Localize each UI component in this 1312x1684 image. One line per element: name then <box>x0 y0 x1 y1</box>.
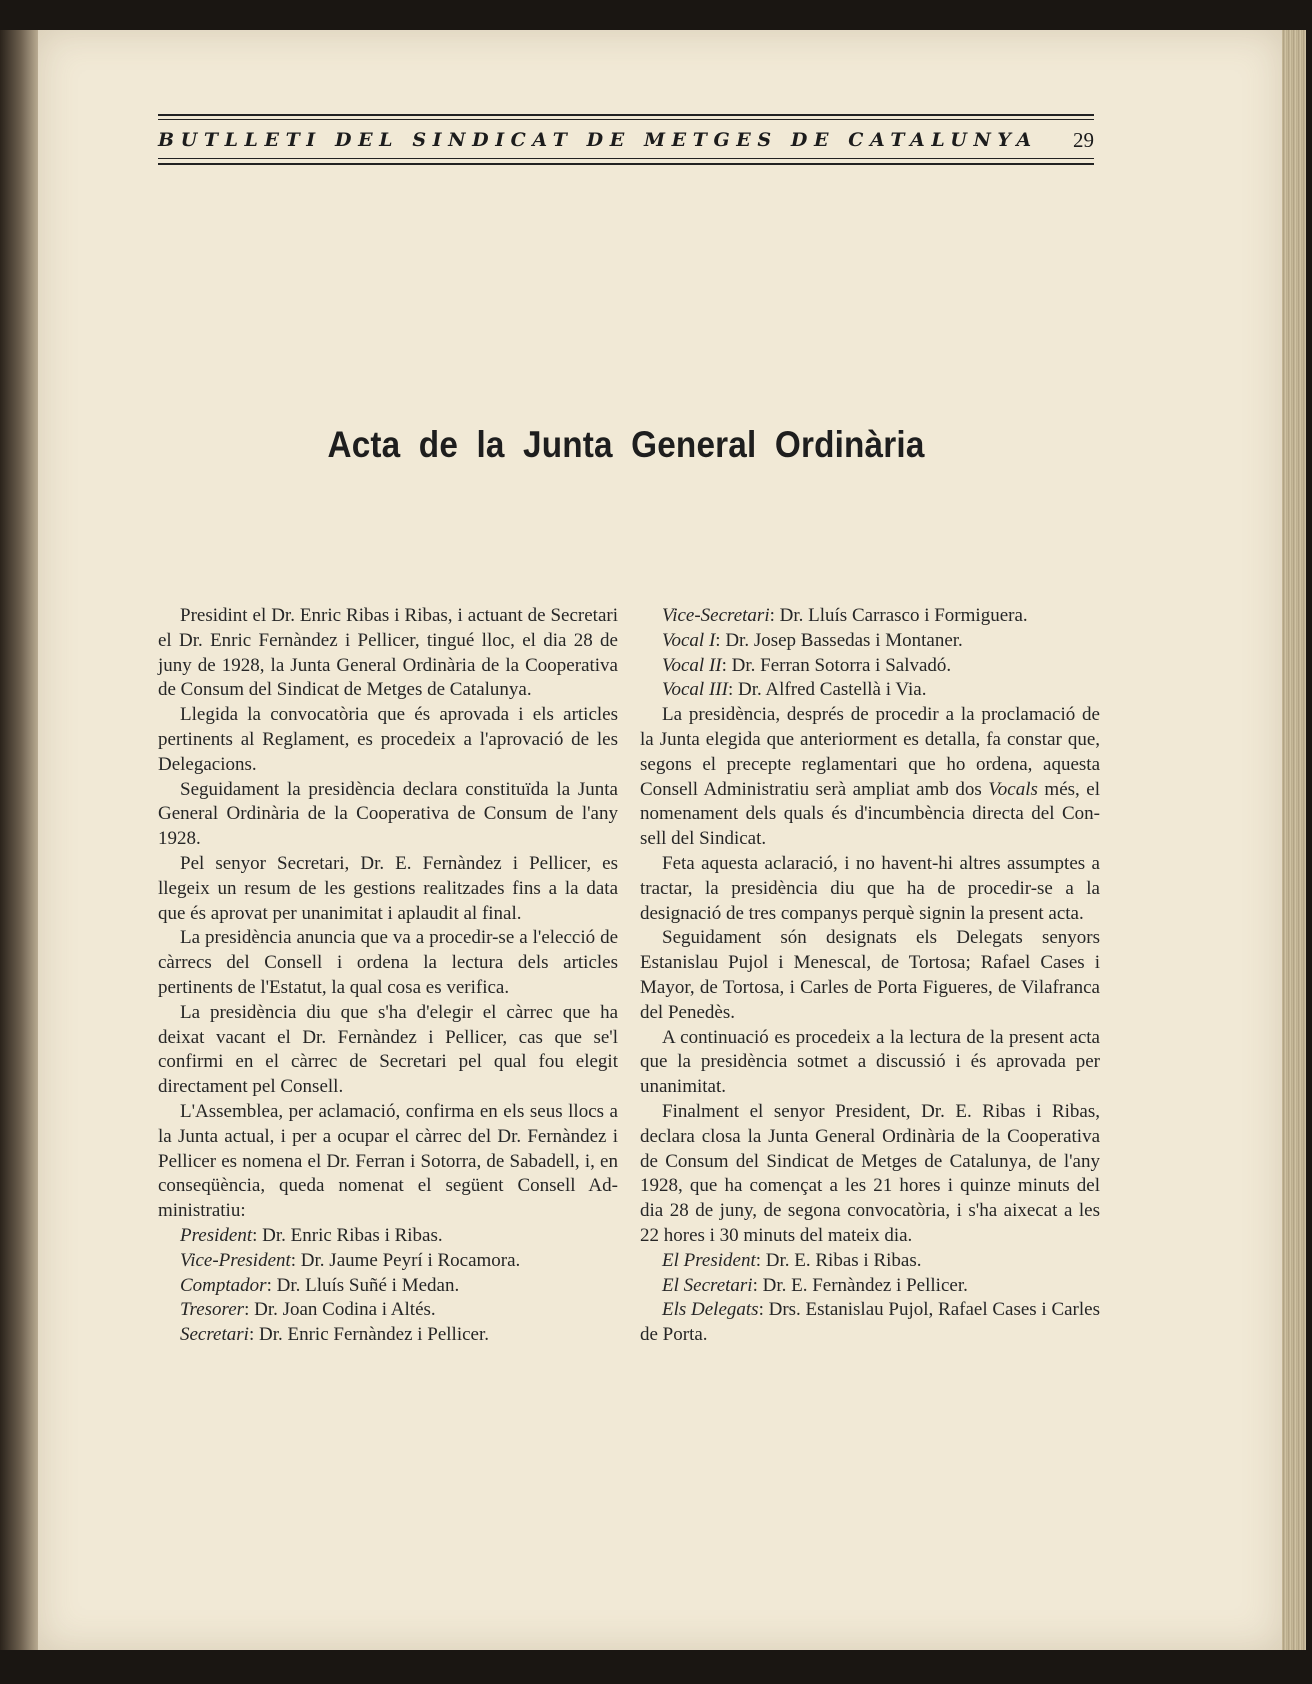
officer-role: Tresorer <box>180 1299 245 1321</box>
signature-role: El President <box>662 1249 756 1271</box>
paragraph <box>640 703 1100 852</box>
officer-entry <box>158 1274 618 1299</box>
officer-entry <box>158 1224 618 1249</box>
officer-name: : Dr. Alfred Castellà i Via. <box>727 679 927 701</box>
officer-entry <box>640 629 1100 654</box>
officer-role: Secretari <box>180 1324 249 1346</box>
paragraph: Seguidament la presidència declara constituïda la Junta General Ordinària de la Cooperativa de Consum de l'any 1928. <box>158 778 618 850</box>
signature-name: : Drs. Estanislau Pujol, Rafael Cases i Carles de Porta. <box>640 1299 1100 1346</box>
signature-name: : Dr. E. Ribas i Ribas. <box>755 1249 922 1271</box>
header-rule-top <box>158 114 1094 116</box>
signature-name: : Dr. E. Fernàndez i Pellicer. <box>752 1274 968 1296</box>
paragraph-text: més, el nomenament dels quals és d'incumbència directa del Consell del Sindicat. <box>640 778 1100 850</box>
paragraph: A continuació es procedeix a la lectura de la present acta que la presidència sotmet a discussió i és aprovada per unanimitat. <box>640 1026 1100 1098</box>
officer-name: : Dr. Joan Codina i Altés. <box>244 1299 436 1321</box>
running-header <box>158 110 1094 170</box>
journal-title: BUTLLETI DEL SINDICAT DE METGES DE CATALUNYA <box>158 129 1038 151</box>
paragraph: Finalment el senyor President, Dr. E. Ribas i Ribas, declara closa la Junta General Ordinària de la Cooperativa de Consum del Sindicat de Metges de Catalunya, de l'any 1928, que ha començat a les 21 hores i quinze minuts del dia 28 de juny, de segona convocatòria, i s'ha aixecat a les 22 hores i 30 minuts del mateix dia. <box>640 1100 1100 1246</box>
signature-entry <box>640 1249 1100 1274</box>
officer-name: : Dr. Enric Fernàndez i Pellicer. <box>248 1324 490 1346</box>
paragraph: Pel senyor Secretari, Dr. E. Fernàndez i Pellicer, es llegeix un resum de les gestions realitzades fins a la data que és aprovat per unanimitat i aplaudit al final. <box>158 852 618 924</box>
officer-name: : Dr. Enric Ribas i Ribas. <box>252 1224 443 1246</box>
paragraph: L'Assemblea, per aclamació, confirma en els seus llocs a la Junta actual, i per a ocupar el càrrec del Dr. Fernàndez i Pellicer es nomena el Dr. Ferran i Sotorra, de Sabadell, i, en conseqüència, queda nomenat el següent Consell Administratiu: <box>158 1100 618 1222</box>
header-rule-top-thin <box>158 119 1094 120</box>
officer-name: : Dr. Lluís Suñé i Medan. <box>266 1274 460 1296</box>
officer-entry <box>158 1249 618 1274</box>
officer-role: Vocal III <box>662 679 728 701</box>
right-column <box>640 604 1100 1348</box>
officer-entry <box>640 654 1100 679</box>
paragraph: Llegida la convocatòria que és aprovada i els articles pertinents al Reglament, es procedeix a l'aprovació de les Delegacions. <box>158 704 618 775</box>
page-number: 29 <box>1073 128 1094 152</box>
officer-role: Vice-President <box>180 1249 291 1271</box>
left-column <box>158 604 618 1348</box>
header-rule-bottom-thin <box>158 158 1094 159</box>
paragraph-text: La presidència, després de procedir a la proclamació de la Junta elegida que anteriorment es detalla, fa constar que, segons el precepte reglamentari que ho ordena, aquesta Consell Administratiu serà ampliat amb dos <box>640 704 1100 800</box>
officer-entry <box>640 604 1100 629</box>
signature-entry <box>640 1298 1100 1348</box>
signature-role: Els Delegats <box>662 1299 759 1321</box>
officer-role: Vice-Secretari <box>662 605 770 626</box>
paragraph: Feta aquesta aclaració, i no havent-hi altres assumptes a tractar, la presidència diu que ha de procedir-se a la designació de tres companys perquè signin la present acta. <box>640 852 1100 924</box>
officer-entry <box>158 1298 618 1323</box>
paragraph: Presidint el Dr. Enric Ribas i Ribas, i actuant de Secretari el Dr. Enric Fernàndez i Pellicer, tingué lloc, el dia 28 de juny de 1928, la Junta General Ordinària de la Cooperativa de Consum del Sindicat de Metges de Catalunya. <box>158 605 618 701</box>
paragraph: La presidència anuncia que va a procedir-se a l'elecció de càrrecs del Consell i ordena la lectura dels articles pertinents de l'Estatut, la qual cosa es verifica. <box>158 927 618 998</box>
binding-shadow <box>0 30 38 1650</box>
officer-role: Vocal I <box>662 629 716 651</box>
officer-name: : Dr. Josep Bassedas i Montaner. <box>715 629 963 651</box>
officer-name: : Dr. Ferran Sotorra i Salvadó. <box>721 654 952 676</box>
paragraph: La presidència diu que s'ha d'elegir el càrrec que ha deixat vacant el Dr. Fernàndez i Pellicer, cas que se'l confirmi en el càrrec de Secretari pel qual fou elegit directament pel Consell. <box>158 1001 618 1098</box>
officer-entry <box>640 678 1100 703</box>
emphasis-text: Vocals <box>988 778 1038 800</box>
signature-role: El Secretari <box>662 1274 753 1296</box>
officer-role: President <box>180 1224 253 1246</box>
paragraph: Seguidament són designats els Delegats senyors Estanislau Pujol i Menescal, de Tortosa; Rafael Cases i Mayor, de Tortosa, i Carles de Porta Figueres, de Vilafranca del Penedès. <box>640 927 1100 1023</box>
officer-role: Comptador <box>180 1274 267 1296</box>
page-stack-edge <box>1282 30 1306 1650</box>
officer-role: Vocal II <box>662 654 722 676</box>
signature-entry <box>640 1274 1100 1299</box>
officer-name: : Dr. Jaume Peyrí i Rocamora. <box>290 1249 521 1271</box>
officer-entry <box>158 1323 618 1348</box>
article-title: Acta de la Junta General Ordinària <box>327 424 925 465</box>
officer-name: : Dr. Lluís Carrasco i Formiguera. <box>769 605 1028 626</box>
header-rule-bottom <box>158 163 1094 165</box>
